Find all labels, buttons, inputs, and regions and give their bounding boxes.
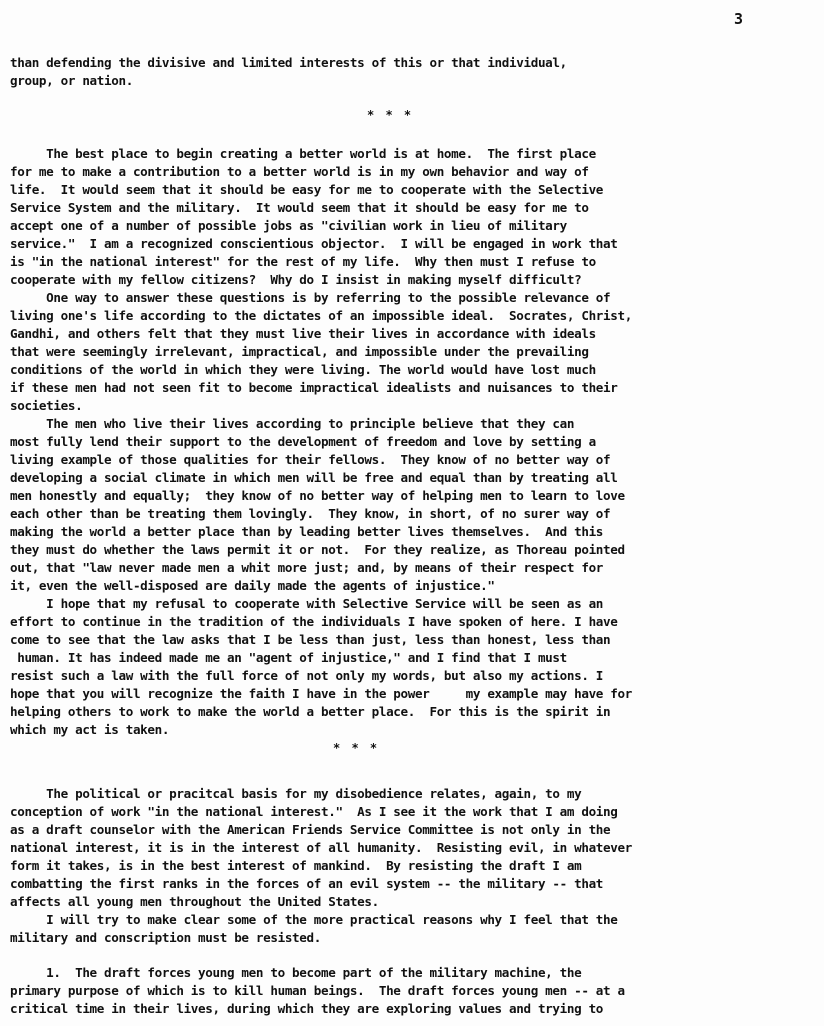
text-line: as a draft counselor with the American Friends Service Committee is not only in the (10, 822, 611, 837)
text-line: effort to continue in the tradition of the individuals I have spoken of here. I have (10, 614, 618, 629)
text-line: is "in the national interest" for the rest of my life. Why then must I refuse to (10, 254, 596, 269)
text-line: resist such a law with the full force of not only my words, but also my actions. I (10, 668, 604, 683)
text-line: military and conscription must be resisted. (10, 930, 321, 945)
text-line: The men who live their lives according to principle believe that they can (10, 416, 575, 431)
text-line: out, that "law never made men a whit more just; and, by means of their respect for (10, 560, 604, 575)
text-line: affects all young men throughout the United States. (10, 894, 379, 909)
text-line: primary purpose of which is to kill human beings. The draft forces young men -- at a (10, 983, 625, 998)
text-line: if these men had not seen fit to become impractical idealists and nuisances to their (10, 380, 618, 395)
text-line: each other than be treating them lovingly. They know, in short, of no surer way of (10, 506, 611, 521)
text-line: critical time in their lives, during which they are exploring values and trying to (10, 1001, 604, 1016)
text-line: I hope that my refusal to cooperate with Selective Service will be seen as an (10, 596, 604, 611)
text-line: hope that you will recognize the faith I have in the power my example may have for (10, 686, 632, 701)
text-line: for me to make a contribution to a better world is in my own behavior and way of (10, 164, 589, 179)
text-line: helping others to work to make the world a better place. For this is the spirit in (10, 704, 611, 719)
text-line: I will try to make clear some of the more practical reasons why I feel that the (10, 912, 618, 927)
text-line: 1. The draft forces young men to become part of the military machine, the (10, 965, 582, 980)
text-line: national interest, it is in the interest of all humanity. Resisting evil, in whatever (10, 840, 632, 855)
text-line: than defending the divisive and limited interests of this or that individual, (10, 55, 567, 70)
text-line: living one's life according to the dictates of an impossible ideal. Socrates, Christ, (10, 308, 632, 323)
page-number: 3 (734, 10, 743, 28)
text-line: most fully lend their support to the development of freedom and love by setting a (10, 434, 596, 449)
text-line: service." I am a recognized conscientious objector. I will be engaged in work that (10, 236, 618, 251)
text-line: men honestly and equally; they know of no better way of helping men to learn to love (10, 488, 625, 503)
text-line: developing a social climate in which men will be free and equal than by treating all (10, 470, 618, 485)
text-line: societies. (10, 398, 83, 413)
text-line: One way to answer these questions is by referring to the possible relevance of (10, 290, 611, 305)
text-line: combatting the first ranks in the forces of an evil system -- the military -- that (10, 876, 604, 891)
text-line: come to see that the law asks that I be less than just, less than honest, less than (10, 632, 611, 647)
text-line: form it takes, is in the best interest of mankind. By resisting the draft I am (10, 858, 582, 873)
text-line: conditions of the world in which they were living. The world would have lost much (10, 362, 596, 377)
text-line: Gandhi, and others felt that they must live their lives in accordance with ideals (10, 326, 596, 341)
text-line: making the world a better place than by leading better lives themselves. And this (10, 524, 604, 539)
text-line: group, or nation. (10, 73, 133, 88)
section-separator: * * * (333, 741, 380, 755)
text-line: human. It has indeed made me an "agent of injustice," and I find that I must (10, 650, 567, 665)
section-separator: * * * (367, 108, 414, 122)
text-line: it, even the well-disposed are daily made the agents of injustice." (10, 578, 495, 593)
text-line: The political or pracitcal basis for my disobedience relates, again, to my (10, 786, 582, 801)
text-line: they must do whether the laws permit it or not. For they realize, as Thoreau pointed (10, 542, 625, 557)
text-line: which my act is taken. (10, 722, 170, 737)
text-line: conception of work "in the national interest." As I see it the work that I am doing (10, 804, 618, 819)
text-line: that were seemingly irrelevant, impractical, and impossible under the prevailing (10, 344, 589, 359)
text-line: accept one of a number of possible jobs as "civilian work in lieu of military (10, 218, 567, 233)
text-line: Service System and the military. It would seem that it should be easy for me to (10, 200, 589, 215)
text-line: cooperate with my fellow citizens? Why do I insist in making myself difficult? (10, 272, 582, 287)
text-line: life. It would seem that it should be easy for me to cooperate with the Selective (10, 182, 604, 197)
text-line: living example of those qualities for their fellows. They know of no better way of (10, 452, 611, 467)
text-line: The best place to begin creating a better world is at home. The first place (10, 146, 596, 161)
